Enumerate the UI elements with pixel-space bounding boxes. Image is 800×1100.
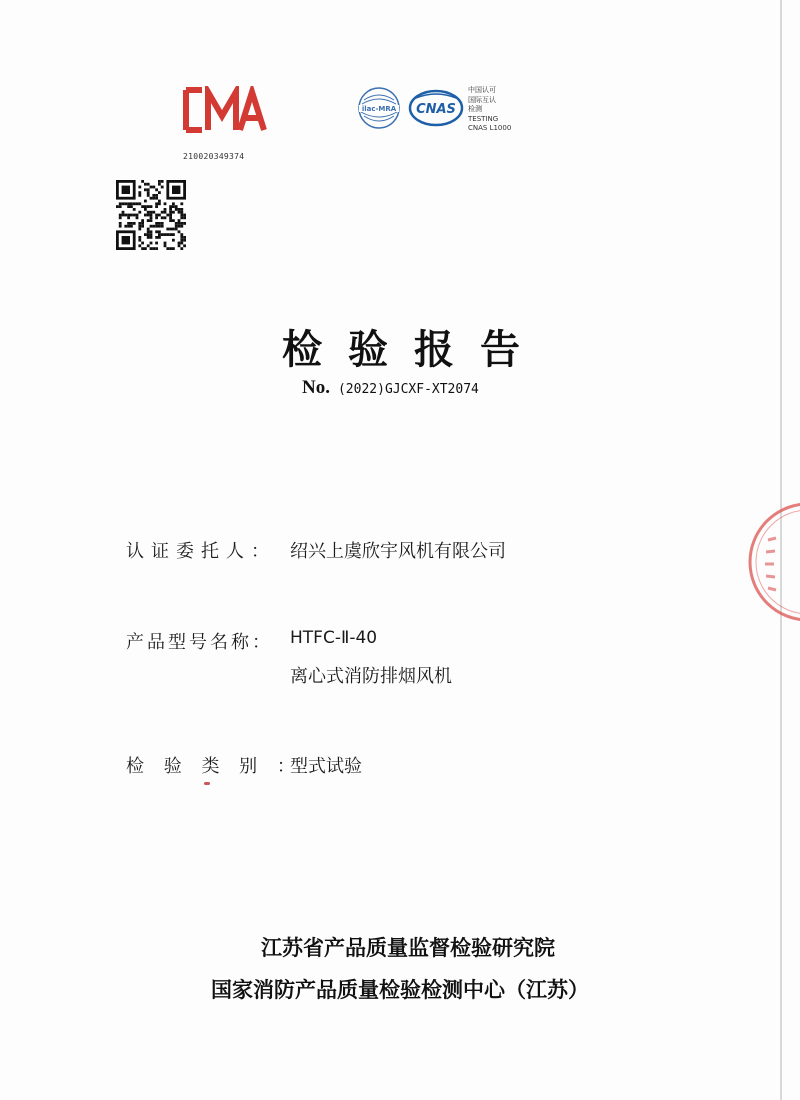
cnas-line: 国际互认 (468, 95, 496, 104)
product-name-value: 离心式消防排烟风机 (290, 666, 452, 687)
institute-name-1: 江苏省产品质量监督检验研究院 (261, 935, 555, 960)
client-label: 认证委托人： (126, 541, 276, 562)
report-number-value: (2022)GJCXF-XT2074 (337, 382, 479, 397)
cnas-line: CNAS L1000 (468, 124, 512, 132)
page-title: 检验报告 (282, 326, 546, 373)
qr-code-icon (116, 180, 186, 250)
cma-logo-icon (182, 86, 268, 134)
product-model-value: HTFC-Ⅱ-40 (290, 628, 378, 648)
cnas-accreditation-text (468, 86, 511, 134)
cma-number: 210020349374 (183, 152, 245, 161)
svg-text:ilac-MRA: ilac-MRA (361, 105, 397, 113)
cnas-line: TESTING (468, 114, 499, 123)
product-label: 产品型号名称： (126, 632, 273, 653)
red-ink-mark (204, 782, 210, 785)
svg-text:CNAS: CNAS (416, 102, 456, 117)
ilac-mra-logo-icon (356, 86, 402, 130)
client-value: 绍兴上虞欣宇风机有限公司 (290, 541, 506, 562)
institute-name-2: 国家消防产品质量检验检测中心（江苏） (211, 977, 589, 1002)
official-seal-fragment-icon (746, 500, 800, 624)
report-number-label: No. (302, 377, 330, 398)
cnas-line: 中国认可 (468, 86, 496, 94)
cnas-line: 检测 (468, 105, 482, 113)
test-type-value: 型式试验 (290, 756, 362, 777)
cnas-logo-icon (408, 88, 464, 128)
report-number (302, 377, 479, 399)
test-type-label: 检 验 类 别 ： (126, 756, 302, 777)
